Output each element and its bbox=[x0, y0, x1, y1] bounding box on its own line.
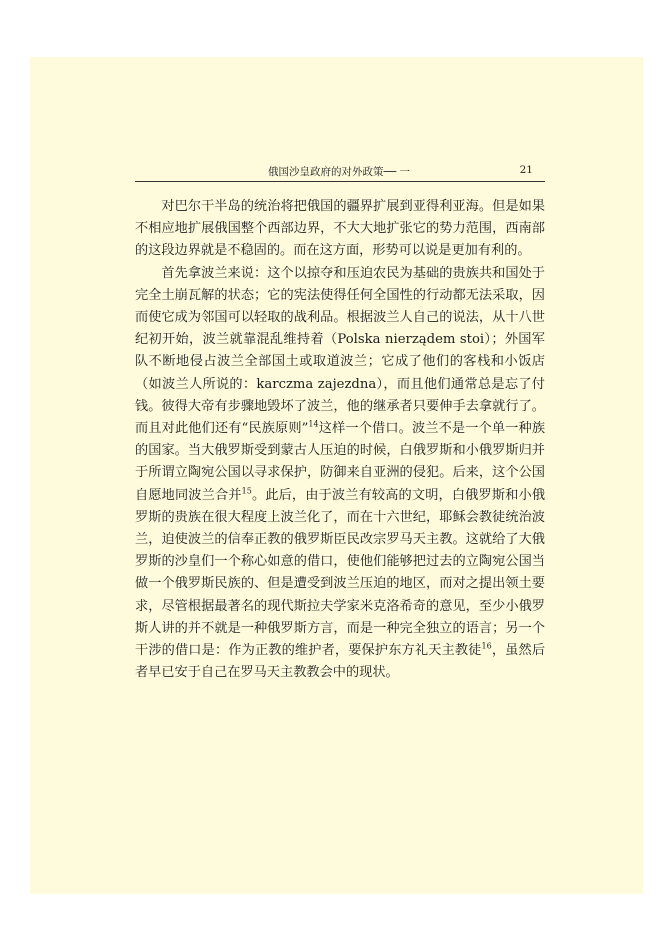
paragraph-1: 对巴尔干半岛的统治将把俄国的疆界扩展到亚得利亚海。但是如果不相应地扩展俄国整个西部边界，不大大地扩张它的势力范围，西南部的这段边界就是不稳固的。而在这方面，形势可以说是更加有利的。 bbox=[135, 199, 545, 259]
body-text bbox=[135, 196, 545, 684]
running-header bbox=[135, 162, 545, 180]
paragraph-2-segment-1: 首先拿波兰来说：这个以掠夺和压迫农民为基础的贵族共和国处于完全土崩瓦解的状态；它的宪法使得任何全国性的行动都无法采取，因而使它成为邻国可以轻取的战利品。根据波兰人自己的说法，从十八世纪初开始，波兰就靠混乱维持着（Polska nierządem stoi）；外国军队不断地侵占波兰全部国土或取道波兰；它成了他们的客栈和小饭店（如波兰人所说的：karczma zajezdna），而且他们通常总是忘了付钱。彼得大帝有步骤地毁坏了波兰，他的继承者只要伸手去拿就行了。而且对此他们还有“民族原则” bbox=[135, 265, 545, 437]
running-header-title: 俄国沙皇政府的对外政策── 一 bbox=[268, 166, 410, 178]
footnote-ref-15[interactable]: 15 bbox=[241, 486, 252, 496]
footnote-ref-16[interactable]: 16 bbox=[481, 641, 492, 651]
paragraph-2-segment-2: 这样一个借口。波兰不是一个单一种族的国家。当大俄罗斯受到蒙古人压迫的时候，白俄罗斯和小俄罗斯归并于所谓立陶宛公国以寻求保护，防御来自亚洲的侵犯。后来，这个公国自愿地同波兰合并 bbox=[135, 421, 546, 503]
page-number: 21 bbox=[519, 164, 533, 176]
paragraph-2-segment-3: 。此后，由于波兰有较高的文明，白俄罗斯和小俄罗斯的贵族在很大程度上波兰化了，而在十六世纪，耶稣会教徒统治波兰，迫使波兰的信奉正教的俄罗斯臣民改宗罗马天主教。这就给了大俄罗斯的沙皇们一个称心如意的借口，使他们能够把过去的立陶宛公国当做一个俄罗斯民族的、但是遭受到波兰压迫的地区，而对之提出领土要求，尽管根据最著名的现代斯拉夫学家米克洛希奇的意见，至少小俄罗斯人讲的并不就是一种俄罗斯方言，而是一种完全独立的语言；另一个干涉的借口是：作为正教的维护者，要保护东方礼天主教徒 bbox=[135, 487, 546, 659]
paragraph-2-segment-4: ，虽然后者早已安于自己在罗马天主教教会中的现状。 bbox=[135, 643, 546, 681]
footnote-ref-14[interactable]: 14 bbox=[308, 419, 319, 429]
paragraph-2 bbox=[135, 263, 545, 685]
header-rule bbox=[135, 181, 545, 182]
